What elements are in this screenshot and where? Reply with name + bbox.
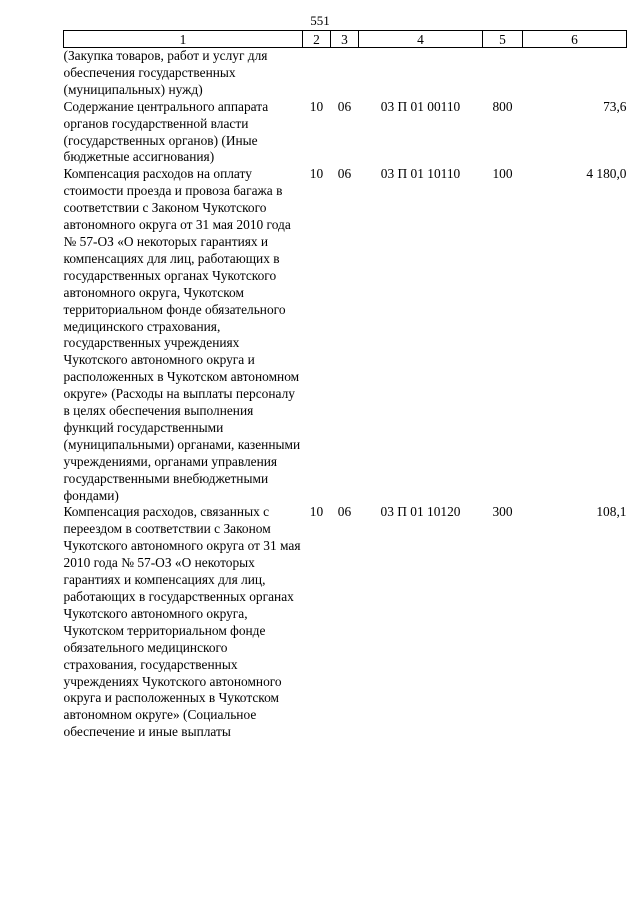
table-row xyxy=(64,99,627,167)
column-header: 2 xyxy=(303,31,331,48)
row-expense-type xyxy=(483,48,523,99)
row-subsection: 06 xyxy=(337,166,352,182)
row-amount: 4 180,0 xyxy=(586,166,627,182)
column-header: 5 xyxy=(483,31,523,48)
budget-table xyxy=(63,30,627,741)
row-description: Содержание центрального аппарата органов государственной власти (государственных органов) (Иные бюджетные ассигнования) xyxy=(63,98,269,165)
row-section: 10 xyxy=(309,166,324,182)
row-expense-type: 100 xyxy=(492,166,513,182)
row-target-article: 03 П 01 10110 xyxy=(380,166,461,182)
row-amount xyxy=(523,48,627,99)
row-amount: 108,1 xyxy=(596,504,627,520)
row-section: 10 xyxy=(309,98,324,114)
column-number-header-row xyxy=(64,31,627,48)
table-row xyxy=(64,166,627,504)
table-row xyxy=(64,504,627,741)
table-row xyxy=(64,48,627,99)
row-description: Компенсация расходов на оплату стоимости проезда и провоза багажа в соответствии с Законом Чукотского автономного округа от 31 мая 2010 года № 57-ОЗ «О некоторых гарантиях и компенсациях для лиц, работающих в государственных органах Чукотского автономного округа, Чукотском территориальном фонде обязательного медицинского страхования, государственных учреждениях Чукотского автономного округа и расположенных в Чукотском автономном округе» (Расходы на выплаты персоналу в целях обеспечения выполнения функций государственными (муниципальными) органами, казенными учреждениями, органами управления государственными внебюджетными фондами) xyxy=(63,166,301,503)
row-target-article: 03 П 01 00110 xyxy=(380,98,461,114)
row-section xyxy=(303,48,331,99)
row-description: (Закупка товаров, работ и услуг для обеспечения государственных (муниципальных) нужд) xyxy=(63,48,268,97)
column-header: 6 xyxy=(523,31,627,48)
page-number: 551 xyxy=(310,13,330,28)
column-header: 1 xyxy=(64,31,303,48)
row-expense-type: 800 xyxy=(492,98,513,114)
column-header: 3 xyxy=(331,31,359,48)
row-target-article xyxy=(359,48,483,99)
row-amount: 73,6 xyxy=(603,98,627,114)
row-description: Компенсация расходов, связанных с переездом в соответствии с Законом Чукотского автономного округа от 31 мая 2010 года № 57-ОЗ «О некоторых гарантиях и компенсациях для лиц, работающих в государственных органах Чукотского автономного округа, Чукотском территориальном фонде обязательного медицинского страхования, государственных учреждениях Чукотского автономного округа и расположенных в Чукотском автономном округе» (Социальное обеспечение и иные выплаты xyxy=(63,504,301,740)
column-header: 4 xyxy=(359,31,483,48)
row-subsection xyxy=(331,48,359,99)
row-section: 10 xyxy=(309,504,324,520)
row-subsection: 06 xyxy=(337,98,352,114)
row-target-article: 03 П 01 10120 xyxy=(380,504,461,520)
row-expense-type: 300 xyxy=(492,504,513,520)
row-subsection: 06 xyxy=(337,504,352,520)
